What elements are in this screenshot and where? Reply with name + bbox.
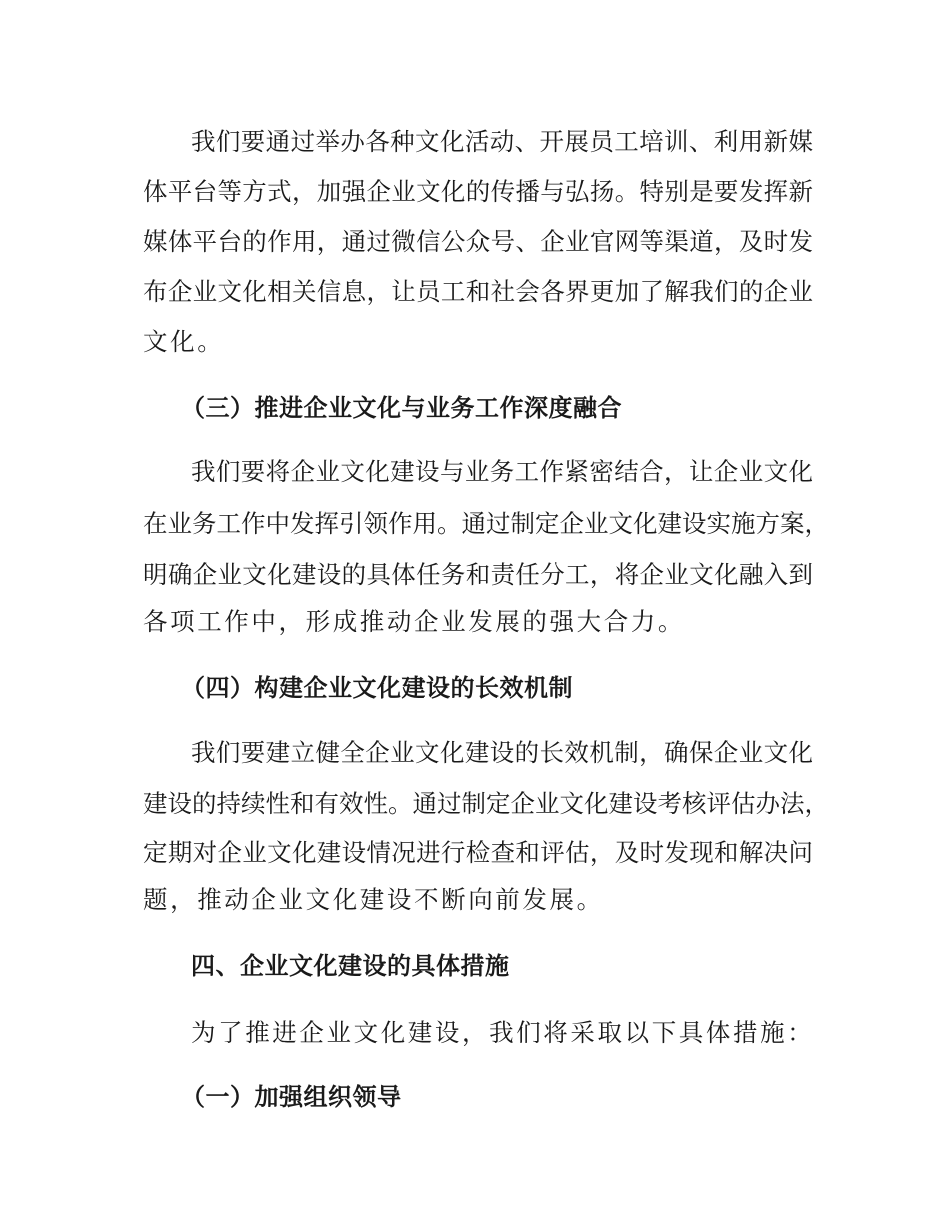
paragraph-1-line-4: 布企业文化相关信息，让员工和社会各界更加了解我们的企业 — [143, 277, 813, 306]
subsection-heading-3: （三）推进企业文化与业务工作深度融合 — [181, 394, 622, 422]
paragraph-2-line-1: 我们要将企业文化建设与业务工作紧密结合，让企业文化 — [191, 457, 813, 486]
subsection-heading-4: （四）构建企业文化建设的长效机制 — [181, 674, 573, 702]
paragraph-3-line-2: 建设的持续性和有效性。通过制定企业文化建设考核评估办法， — [143, 789, 829, 818]
paragraph-3-line-3: 定期对企业文化建设情况进行检查和评估，及时发现和解决问 — [143, 838, 813, 867]
paragraph-1-line-1: 我们要通过举办各种文化活动、开展员工培训、利用新媒 — [191, 127, 813, 156]
paragraph-3-line-4: 题，推动企业文化建设不断向前发展。 — [143, 885, 604, 914]
subsection-heading-1: （一）加强组织领导 — [181, 1083, 402, 1111]
paragraph-1-line-3: 媒体平台的作用，通过微信公众号、企业官网等渠道，及时发 — [143, 227, 813, 256]
paragraph-2-line-4: 各项工作中，形成推动企业发展的强大合力。 — [143, 607, 685, 636]
paragraph-2-line-3: 明确企业文化建设的具体任务和责任分工，将企业文化融入到 — [143, 560, 813, 589]
paragraph-2-line-2: 在业务工作中发挥引领作用。通过制定企业文化建设实施方案， — [143, 509, 829, 538]
paragraph-4-line-1: 为了推进企业文化建设，我们将采取以下具体措施： — [191, 1018, 815, 1047]
paragraph-1-line-5: 文化。 — [143, 327, 225, 356]
paragraph-1-line-2: 体平台等方式，加强企业文化的传播与弘扬。特别是要发挥新 — [143, 177, 813, 206]
section-heading-4: 四、企业文化建设的具体措施 — [191, 952, 510, 980]
paragraph-3-line-1: 我们要建立健全企业文化建设的长效机制，确保企业文化 — [191, 738, 813, 767]
